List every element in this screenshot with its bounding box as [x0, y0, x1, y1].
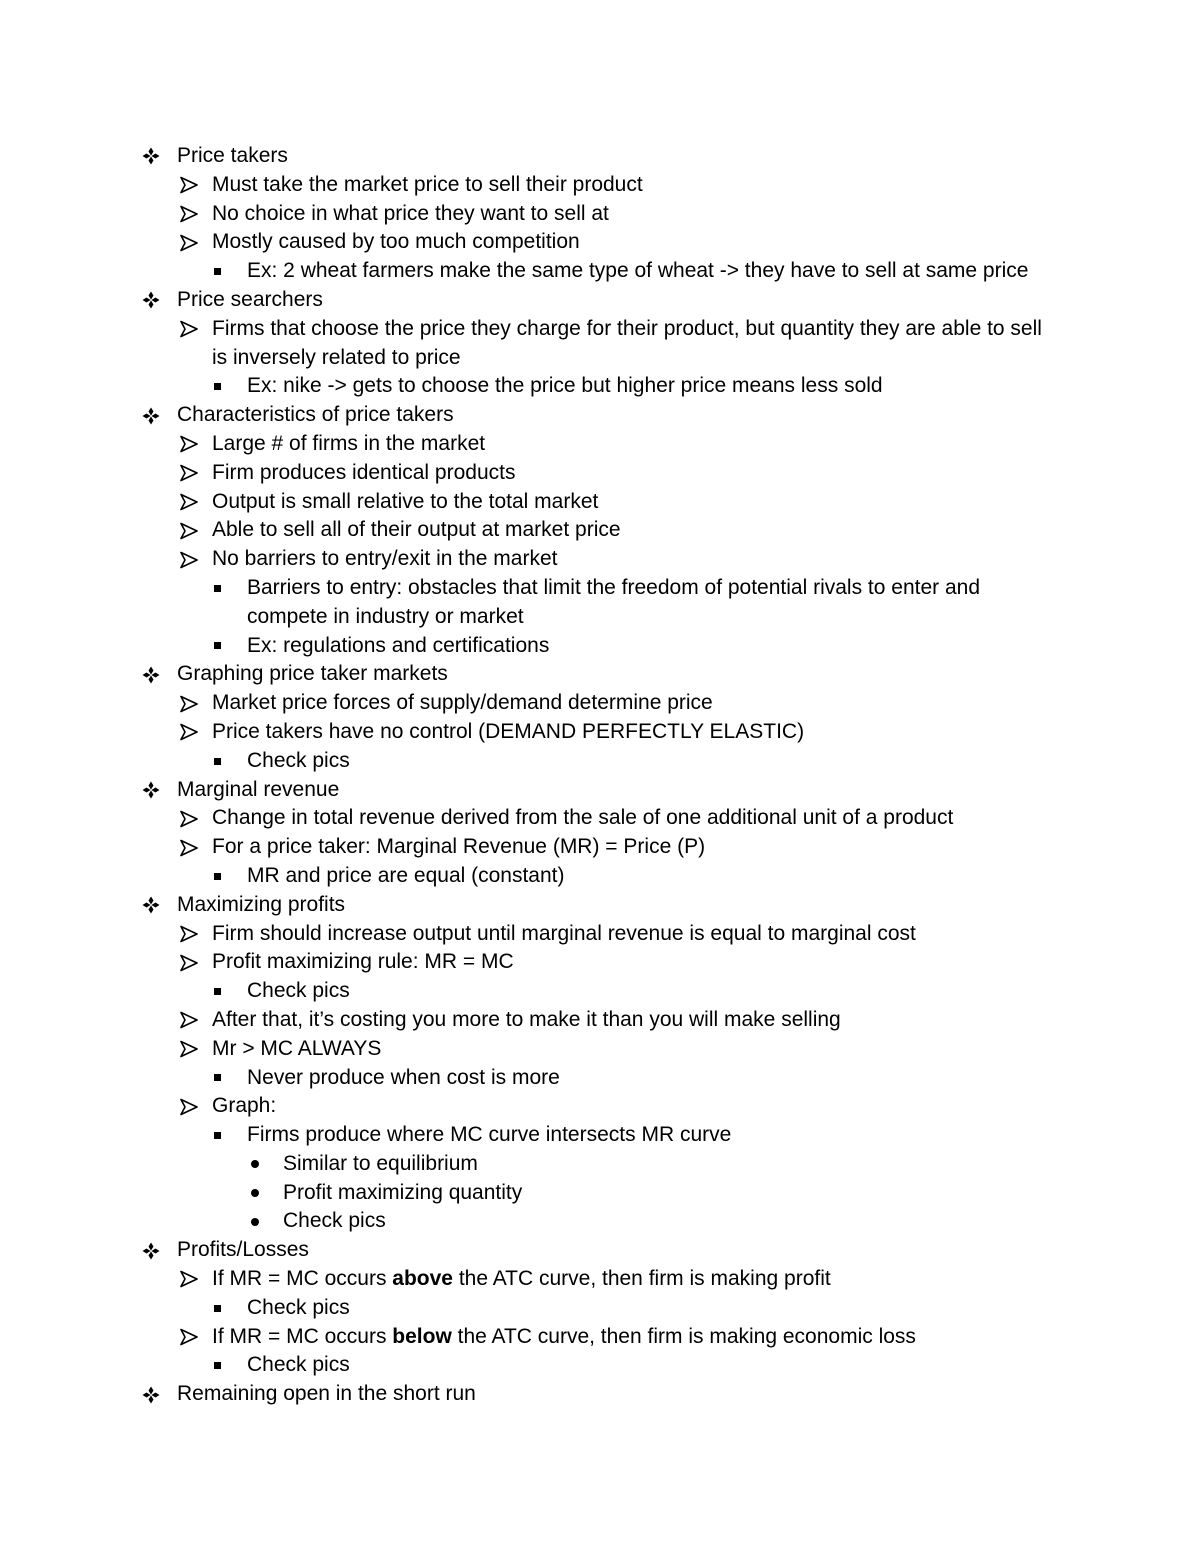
list-item-text: Mostly caused by too much competition [212, 230, 580, 254]
arrowhead-bullet-icon [178, 948, 200, 977]
four-diamond-bullet-icon [140, 286, 162, 315]
list-item [0, 257, 1200, 286]
square-bullet-icon [210, 977, 224, 1006]
round-bullet-icon [248, 1179, 262, 1208]
square-bullet-icon [210, 747, 224, 776]
four-diamond-bullet-icon [140, 660, 162, 689]
square-bullet-icon [210, 257, 224, 286]
list-item-text: Ex: nike -> gets to choose the price but higher price means less sold [247, 374, 883, 398]
list-item [0, 833, 1200, 862]
arrowhead-bullet-icon [178, 488, 200, 517]
list-item [0, 171, 1200, 200]
list-item-text: Profits/Losses [177, 1238, 309, 1262]
list-item-text: No choice in what price they want to sell at [212, 201, 609, 225]
arrowhead-bullet-icon [178, 545, 200, 574]
list-item-text: Ex: 2 wheat farmers make the same type of wheat -> they have to sell at same price [247, 259, 1029, 283]
list-item-text: Remaining open in the short run [177, 1382, 476, 1406]
list-item-text: For a price taker: Marginal Revenue (MR) = Price (P) [212, 835, 706, 859]
text-run: the ATC curve, then firm is making economic loss [451, 1324, 916, 1348]
list-item [0, 200, 1200, 229]
list-item [0, 1006, 1200, 1035]
list-item-text: Maximizing profits [177, 892, 346, 916]
list-item [0, 862, 1200, 891]
four-diamond-bullet-icon [140, 891, 162, 920]
list-item-text: Firm should increase output until marginal revenue is equal to marginal cost [212, 921, 916, 945]
list-item [0, 1207, 1200, 1236]
list-item [0, 1294, 1200, 1323]
list-item [0, 1179, 1200, 1208]
list-item [0, 1323, 1200, 1352]
list-item [0, 977, 1200, 1006]
list-item [0, 228, 1200, 257]
list-item-text: Firms that choose the price they charge for their product, but quantity they are able to sell is inversely related to price [212, 316, 1042, 369]
list-item [0, 459, 1200, 488]
arrowhead-bullet-icon [178, 459, 200, 488]
text-run: If MR = MC occurs [212, 1324, 393, 1348]
list-item-text [212, 1265, 831, 1294]
list-item-text: Characteristics of price takers [177, 403, 454, 427]
list-item-text: Mr > MC ALWAYS [212, 1036, 382, 1060]
list-item [0, 718, 1200, 747]
list-item [0, 804, 1200, 833]
arrowhead-bullet-icon [178, 1265, 200, 1294]
list-item [0, 545, 1200, 574]
list-item-text: Never produce when cost is more [247, 1065, 560, 1089]
square-bullet-icon [210, 1121, 224, 1150]
square-bullet-icon [210, 632, 224, 661]
list-item-text: Graph: [212, 1094, 277, 1118]
four-diamond-bullet-icon [140, 142, 162, 171]
list-item [0, 1121, 1200, 1150]
square-bullet-icon [210, 1064, 224, 1093]
square-bullet-icon [210, 574, 224, 603]
list-item [0, 1351, 1200, 1380]
list-item-text: Graphing price taker markets [177, 662, 448, 686]
round-bullet-icon [248, 1207, 262, 1236]
list-item [0, 920, 1200, 949]
arrowhead-bullet-icon [178, 1323, 200, 1352]
list-item-text: Output is small relative to the total market [212, 489, 599, 513]
list-item-text: Check pics [247, 748, 350, 772]
list-item-text: After that, it’s costing you more to make it than you will make selling [212, 1007, 841, 1031]
list-item [0, 948, 1200, 977]
bold-word-above: above [392, 1267, 453, 1291]
list-item-text: Price takers [177, 144, 288, 167]
arrowhead-bullet-icon [178, 1092, 200, 1121]
list-item-text: Check pics [247, 1295, 350, 1319]
list-item-text [212, 1323, 916, 1352]
four-diamond-bullet-icon [140, 1380, 162, 1409]
list-item [0, 286, 1200, 315]
list-item [0, 1150, 1200, 1179]
square-bullet-icon [210, 862, 224, 891]
four-diamond-bullet-icon [140, 776, 162, 805]
arrowhead-bullet-icon [178, 228, 200, 257]
document-body [0, 142, 1200, 1409]
list-item-text: Market price forces of supply/demand determine price [212, 691, 713, 715]
round-bullet-icon [248, 1150, 262, 1179]
text-run: If MR = MC occurs [212, 1267, 393, 1291]
list-item [0, 891, 1200, 920]
list-item-text: Marginal revenue [177, 777, 340, 801]
arrowhead-bullet-icon [178, 430, 200, 459]
arrowhead-bullet-icon [178, 920, 200, 949]
list-item-text: MR and price are equal (constant) [247, 863, 565, 887]
list-item-text: Ex: regulations and certifications [247, 633, 550, 657]
list-item [0, 632, 1200, 661]
text-run: the ATC curve, then firm is making profit [452, 1267, 831, 1291]
arrowhead-bullet-icon [178, 1006, 200, 1035]
list-item-text: Price searchers [177, 287, 323, 311]
list-item-text: Change in total revenue derived from the sale of one additional unit of a product [212, 806, 954, 830]
list-item [0, 1236, 1200, 1265]
arrowhead-bullet-icon [178, 689, 200, 718]
list-item-text: Barriers to entry: obstacles that limit the freedom of potential rivals to enter and compete in industry or market [247, 575, 981, 628]
list-item [0, 1092, 1200, 1121]
list-item [0, 689, 1200, 718]
list-item-text: No barriers to entry/exit in the market [212, 547, 558, 571]
list-item [0, 574, 1200, 632]
list-item-text: Profit maximizing quantity [283, 1180, 523, 1204]
list-item-text: Check pics [283, 1209, 386, 1233]
arrowhead-bullet-icon [178, 1035, 200, 1064]
list-item [0, 1064, 1200, 1093]
arrowhead-bullet-icon [178, 718, 200, 747]
list-item [0, 1380, 1200, 1409]
arrowhead-bullet-icon [178, 516, 200, 545]
list-item [0, 776, 1200, 805]
arrowhead-bullet-icon [178, 200, 200, 229]
four-diamond-bullet-icon [140, 401, 162, 430]
list-item [0, 372, 1200, 401]
list-item [0, 430, 1200, 459]
list-item-text: Must take the market price to sell their product [212, 172, 643, 196]
list-item-text: Similar to equilibrium [283, 1151, 478, 1175]
square-bullet-icon [210, 372, 224, 401]
arrowhead-bullet-icon [178, 804, 200, 833]
list-item-text: Firms produce where MC curve intersects MR curve [247, 1123, 732, 1147]
list-item [0, 142, 1200, 171]
list-item [0, 488, 1200, 517]
arrowhead-bullet-icon [178, 833, 200, 862]
list-item-text: Large # of firms in the market [212, 431, 486, 455]
list-item [0, 1265, 1200, 1294]
list-item-text: Able to sell all of their output at market price [212, 518, 621, 542]
list-item [0, 516, 1200, 545]
bold-word-below: below [392, 1324, 452, 1348]
list-item-text: Profit maximizing rule: MR = MC [212, 950, 514, 974]
list-item [0, 660, 1200, 689]
list-item-text: Check pics [247, 979, 350, 1003]
list-item [0, 1035, 1200, 1064]
list-item-text: Firm produces identical products [212, 460, 516, 484]
list-item-text: Check pics [247, 1353, 350, 1377]
list-item [0, 315, 1200, 373]
square-bullet-icon [210, 1351, 224, 1380]
four-diamond-bullet-icon [140, 1236, 162, 1265]
arrowhead-bullet-icon [178, 315, 200, 344]
arrowhead-bullet-icon [178, 171, 200, 200]
square-bullet-icon [210, 1294, 224, 1323]
list-item-text: Price takers have no control (DEMAND PERFECTLY ELASTIC) [212, 719, 805, 743]
list-item [0, 401, 1200, 430]
list-item [0, 747, 1200, 776]
